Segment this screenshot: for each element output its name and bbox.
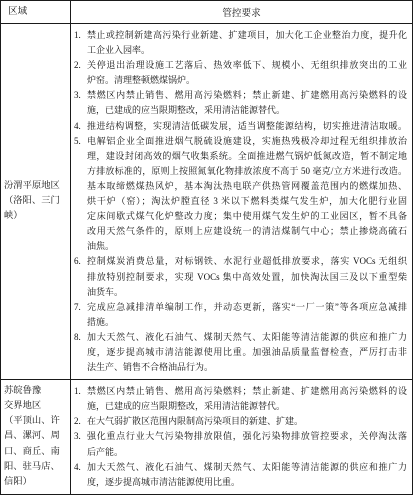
item-text-line: 度，逐步提高城市清洁能源使用比重。 — [87, 476, 241, 487]
item-text-line: 法生产、销售不合格油品行为。 — [87, 362, 214, 373]
item-text — [87, 58, 407, 88]
item-text-line: 加大天然气、液化石油气、煤制天然气、太阳能等清洁能源的供应和推广力 — [87, 331, 407, 342]
item-text-line: 烘干炉（窑）；淘汰炉膛直径 3 米以下燃料类煤气发生炉，加大化肥行业固 — [87, 196, 407, 207]
item-number: 7. — [74, 301, 81, 312]
requirement-item — [74, 119, 408, 134]
item-text-line: 施，已建成的应当限期整改，采用清洁能源替代。 — [87, 105, 286, 116]
item-text-line: 强化重点行业大气污染物排放限值，强化污染物排放管控要求，关停淘汰落 — [87, 431, 407, 442]
item-number: 1. — [74, 30, 81, 40]
item-text-line: 完成应急减排清单编制工作，并动态更新，落实“一厂一策”等各项应急减排 — [87, 301, 407, 312]
region-name-line: 昌、漯河、周 — [4, 431, 60, 442]
item-number: 4. — [74, 120, 81, 131]
item-text-line: 禁燃区内禁止销售、燃用高污染燃料；禁止新建、扩建燃用高污染燃料的设 — [87, 90, 407, 101]
item-text-line: 基本取缔燃煤热风炉，基本淘汰热电联产供热管网覆盖范围内的燃煤加热、 — [87, 180, 407, 191]
header-region-cell — [1, 1, 71, 23]
requirement-item — [74, 384, 408, 414]
item-text-line: 加大天然气、液化石油气、煤制天然气、太阳能等清洁能源的供应和推广力 — [87, 461, 407, 472]
item-text — [87, 460, 407, 490]
item-text-line: 改用天然气条件的，原则上应建设统一的清洁煤制气中心；禁止掺烧高硫石 — [87, 226, 407, 237]
item-text-line: 后产能。 — [87, 446, 124, 457]
requirement-item — [74, 134, 408, 255]
region-name-line: 峡） — [4, 211, 23, 222]
item-text-line: 方排放标准的，原则上按照氮氧化物排放浓度不高于 50 毫克/立方米进行改造。 — [87, 165, 407, 176]
item-text — [87, 88, 407, 118]
item-text-line: 排放特别控制要求，实现 VOCs 集中高效处置，加快淘汰国三及以下重型柴 — [87, 271, 407, 282]
item-text-line: 油货车。 — [87, 286, 124, 297]
item-number: 4. — [74, 461, 81, 472]
item-number: 1. — [74, 386, 81, 397]
header-requirements-cell — [71, 1, 412, 23]
item-text — [87, 330, 407, 375]
item-text — [87, 134, 407, 255]
requirement-item — [74, 28, 408, 58]
item-text-line: 炉窑。清理整顿燃煤锅炉。 — [87, 75, 196, 86]
region-cell — [1, 24, 71, 379]
item-number: 8. — [74, 331, 81, 342]
item-text-line: 推进结构调整，实现清洁低碳发展，适当调整能源结构，切实推进清洁取暖。 — [87, 120, 407, 131]
item-text-line: 电解铝企业全面推进烟气脱硫设施建设，实施热残极冷却过程无组织排放治 — [87, 135, 407, 146]
item-number: 2. — [74, 416, 81, 427]
item-number: 6. — [74, 256, 81, 267]
requirement-item — [74, 88, 408, 118]
item-text — [87, 414, 407, 429]
header-region-label: 区域 — [8, 6, 28, 18]
requirement-item — [74, 414, 408, 429]
item-number: 3. — [74, 431, 81, 442]
item-number: 5. — [74, 135, 81, 146]
item-text — [87, 384, 407, 414]
requirements-cell — [71, 24, 412, 379]
item-text-line: 施，已建成的应当限期整改，采用清洁能源替代。 — [87, 401, 286, 412]
item-text — [87, 300, 407, 330]
requirement-item — [74, 58, 408, 88]
requirement-item — [74, 254, 408, 299]
item-text — [87, 119, 407, 134]
region-name-line: 信阳） — [4, 476, 32, 487]
item-text-line: 工企业入园率。 — [87, 45, 151, 56]
region-cell — [1, 380, 71, 494]
requirement-item — [74, 429, 408, 459]
requirement-item — [74, 300, 408, 330]
header-requirements-label: 管控要求 — [222, 8, 261, 19]
item-text-line: 在大气弱扩散区范围内限制高污染项目的新建、扩建。 — [87, 416, 304, 427]
item-text-line: 禁止或控制新建高污染行业新建、扩建项目，加大化工企业整治力度，提升化 — [87, 30, 407, 40]
item-text-line: 定床间歇式煤气化炉整改力度；集中使用煤气发生炉的工业园区，暂不具备 — [87, 211, 407, 222]
item-text-line: 禁燃区内禁止销售、燃用高污染燃料；禁止新建、扩建燃用高污染燃料的设 — [87, 386, 407, 397]
region-name-line: 阳、驻马店、 — [4, 461, 60, 472]
item-text-line: 度，逐步提高城市清洁能源使用比重。加强油品质量监督检查，严厉打击非 — [87, 346, 407, 357]
region-name-line: （洛阳、三门 — [4, 196, 60, 207]
item-number: 3. — [74, 90, 81, 101]
item-text-line: 理，建设封闭高效的烟气收集系统。全面推进燃气锅炉低氮改造，暂不制定地 — [87, 150, 407, 161]
requirement-item — [74, 330, 408, 375]
table-header-row — [1, 1, 412, 23]
region-name-line: 汾渭平原地区 — [4, 180, 60, 191]
region-name-line: 口、商丘、南 — [4, 446, 60, 457]
table-row — [1, 23, 412, 379]
region-name-line: 苏皖鲁豫 — [4, 386, 42, 397]
item-text — [87, 429, 407, 459]
requirements-cell — [71, 380, 412, 494]
region-name-line: 交界地区 — [4, 401, 42, 412]
requirement-item — [74, 460, 408, 490]
item-text-line: 油焦。 — [87, 241, 115, 252]
table-row — [1, 379, 412, 494]
item-text — [87, 254, 407, 299]
region-name-line: （平顶山、许 — [4, 416, 60, 427]
item-text-line: 措施。 — [87, 316, 115, 327]
item-number: 2. — [74, 60, 81, 71]
item-text — [87, 28, 407, 58]
item-text-line: 关停退出治理设施工艺落后、热效率低下、规模小、无组织排放突出的工业 — [87, 60, 407, 71]
item-text-line: 控制煤炭消费总量，对标钢铁、水泥行业超低排放要求，落实 VOCs 无组织 — [87, 256, 407, 267]
